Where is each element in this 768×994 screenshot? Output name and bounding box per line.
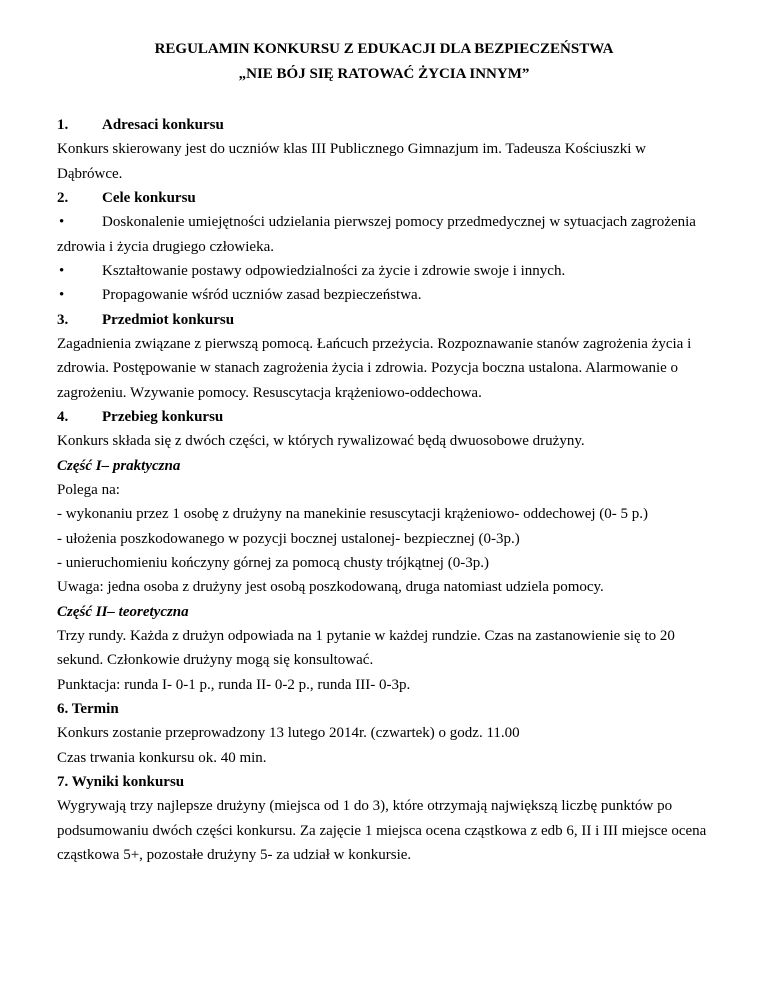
section-7-line-1: Wygrywają trzy najlepsze drużyny (miejsca od 1 do 3), które otrzymają największą liczbę punktów po bbox=[57, 798, 673, 814]
section-2-bullet-2: Kształtowanie postawy odpowiedzialności za życie i zdrowie swoje i innych. bbox=[102, 263, 566, 279]
section-1-line-2: Dąbrówce. bbox=[57, 166, 123, 182]
section-2-heading: Cele konkursu bbox=[102, 190, 196, 206]
section-2-bullet-3: Propagowanie wśród uczniów zasad bezpieczeństwa. bbox=[102, 287, 422, 303]
section-3-heading: Przedmiot konkursu bbox=[102, 312, 235, 328]
document-title-line-1: REGULAMIN KONKURSU Z EDUKACJI DLA BEZPIECZEŃSTWA bbox=[154, 41, 614, 57]
section-7-line-2: podsumowaniu dwóch części konkursu. Za zajęcie 1 miejsca ocena cząstkowa z edb 6, II i III miejsce ocena bbox=[57, 823, 707, 839]
part-1-line-3: - ułożenia poszkodowanego w pozycji bocznej ustalonej- bezpiecznej (0-3p.) bbox=[57, 531, 520, 547]
section-6-line-1: Konkurs zostanie przeprowadzony 13 lutego 2014r. (czwartek) o godz. 11.00 bbox=[57, 725, 520, 741]
section-7-line-3: cząstkowa 5+, pozostałe drużyny 5- za udział w konkursie. bbox=[57, 847, 412, 863]
document-title-line-2: „NIE BÓJ SIĘ RATOWAĆ ŻYCIA INNYM” bbox=[238, 66, 530, 82]
bullet-icon: • bbox=[59, 263, 65, 279]
part-1-heading: Część I– praktyczna bbox=[57, 458, 181, 474]
section-1-number: 1. bbox=[57, 117, 69, 133]
part-1-line-4: - unieruchomieniu kończyny górnej za pomocą chusty trójkątnej (0-3p.) bbox=[57, 555, 489, 571]
section-2-bullet-1: Doskonalenie umiejętności udzielania pierwszej pomocy przedmedycznej w sytuacjach zagrożenia bbox=[102, 214, 696, 230]
section-3-line-3: zagrożeniu. Wzywanie pomocy. Resuscytacja krążeniowo-oddechowa. bbox=[57, 385, 482, 401]
section-3-number: 3. bbox=[57, 312, 69, 328]
section-4-intro: Konkurs składa się z dwóch części, w których rywalizować będą dwuosobowe drużyny. bbox=[57, 433, 585, 449]
part-1-line-2: - wykonaniu przez 1 osobę z drużyny na manekinie resuscytacji krążeniowo- oddechowej (0- 5 p.) bbox=[57, 506, 649, 522]
part-1-line-5: Uwaga: jedna osoba z drużyny jest osobą poszkodowaną, druga natomiast udziela pomocy. bbox=[57, 579, 604, 595]
bullet-icon: • bbox=[59, 287, 65, 303]
part-2-line-2: sekund. Członkowie drużyny mogą się konsultować. bbox=[57, 652, 374, 668]
section-6-line-2: Czas trwania konkursu ok. 40 min. bbox=[57, 750, 267, 766]
part-1-line-1: Polega na: bbox=[57, 482, 120, 498]
section-3-line-1: Zagadnienia związane z pierwszą pomocą. Łańcuch przeżycia. Rozpoznawanie stanów zagrożenia życia i bbox=[57, 336, 692, 352]
part-2-line-3: Punktacja: runda I- 0-1 p., runda II- 0-2 p., runda III- 0-3p. bbox=[57, 677, 411, 693]
section-4-heading: Przebieg konkursu bbox=[102, 409, 224, 425]
section-2-number: 2. bbox=[57, 190, 69, 206]
section-1-heading: Adresaci konkursu bbox=[102, 117, 224, 133]
section-3-line-2: zdrowia. Postępowanie w stanach zagrożenia życia i zdrowia. Pozycja boczna ustalona. Alarmowanie o bbox=[57, 360, 679, 376]
section-1-line-1: Konkurs skierowany jest do uczniów klas III Publicznego Gimnazjum im. Tadeusza Kościuszki w bbox=[57, 141, 646, 157]
part-2-heading: Część II– teoretyczna bbox=[57, 604, 189, 620]
section-7-heading: 7. Wyniki konkursu bbox=[57, 774, 185, 790]
bullet-icon: • bbox=[59, 214, 65, 230]
section-6-heading: 6. Termin bbox=[57, 701, 119, 717]
section-4-number: 4. bbox=[57, 409, 69, 425]
section-2-bullet-1-continuation: zdrowia i życia drugiego człowieka. bbox=[57, 239, 274, 255]
part-2-line-1: Trzy rundy. Każda z drużyn odpowiada na 1 pytanie w każdej rundzie. Czas na zastanowienie się to 20 bbox=[57, 628, 675, 644]
